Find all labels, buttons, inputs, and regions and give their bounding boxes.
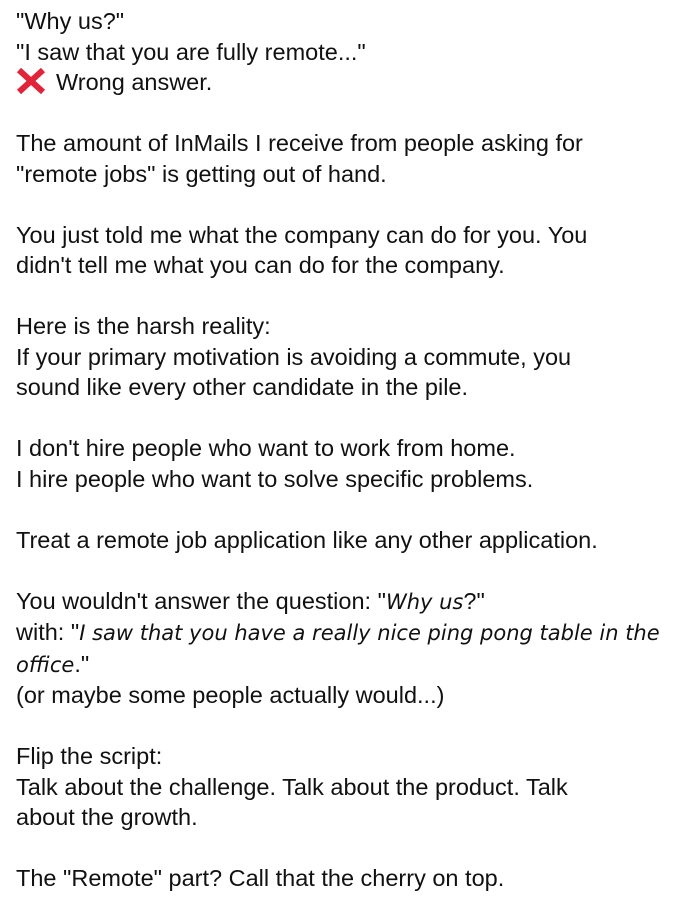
paragraph-line: Treat a remote job application like any other application. [16, 526, 598, 553]
paragraph-line: Flip the script: [16, 743, 163, 769]
paragraph-gap [16, 281, 678, 312]
paragraph-line: Talk about the challenge. Talk about the product. Talk [16, 773, 568, 800]
paragraph-line: You just told me what the company can do for you. You [16, 221, 588, 248]
paragraph-line: sound like every other candidate in the pile. [16, 374, 469, 400]
paragraph-line: I don't hire people who want to work from home. [16, 435, 516, 461]
paragraph-gap [16, 98, 678, 129]
cross-mark-icon [16, 68, 48, 94]
quote-question: "Why us?" [16, 8, 125, 34]
paragraph-line: The "Remote" part? Call that the cherry on top. [16, 865, 505, 891]
quote-answer: "I saw that you are fully remote..." [16, 38, 366, 65]
paragraph-line: The amount of InMails I receive from people asking for [16, 130, 583, 156]
paragraph-line [16, 649, 678, 681]
text-run: You wouldn't answer the question: " [16, 587, 386, 614]
paragraph-line: about the growth. [16, 804, 198, 830]
paragraph-line: (or maybe some people actually would...) [16, 682, 445, 708]
paragraph-gap [16, 494, 678, 525]
paragraph-line: If your primary motivation is avoiding a commute, you [16, 343, 572, 370]
paragraph-line: Here is the harsh reality: [16, 313, 271, 339]
verdict-line [16, 67, 678, 98]
verdict-text: Wrong answer. [56, 69, 213, 95]
paragraph-line: didn't tell me what you can do for the company. [16, 252, 505, 278]
italic-run: Why us [385, 589, 464, 614]
text-run: with: " [16, 619, 80, 645]
paragraph-gap [16, 833, 678, 864]
paragraph-gap [16, 403, 678, 434]
paragraph-line: "remote jobs" is getting out of hand. [16, 160, 387, 187]
paragraph-line [16, 617, 678, 649]
paragraph-gap [16, 189, 678, 220]
paragraph-gap [16, 555, 678, 586]
text-run: ?" [463, 587, 485, 614]
text-run: ." [74, 650, 90, 677]
italic-run: I saw that you have a really nice ping pong table in the [79, 621, 660, 645]
italic-run: office [16, 652, 75, 677]
paragraph-line [16, 586, 678, 618]
paragraph-gap [16, 711, 678, 742]
paragraph-line: I hire people who want to solve specific problems. [16, 465, 534, 492]
